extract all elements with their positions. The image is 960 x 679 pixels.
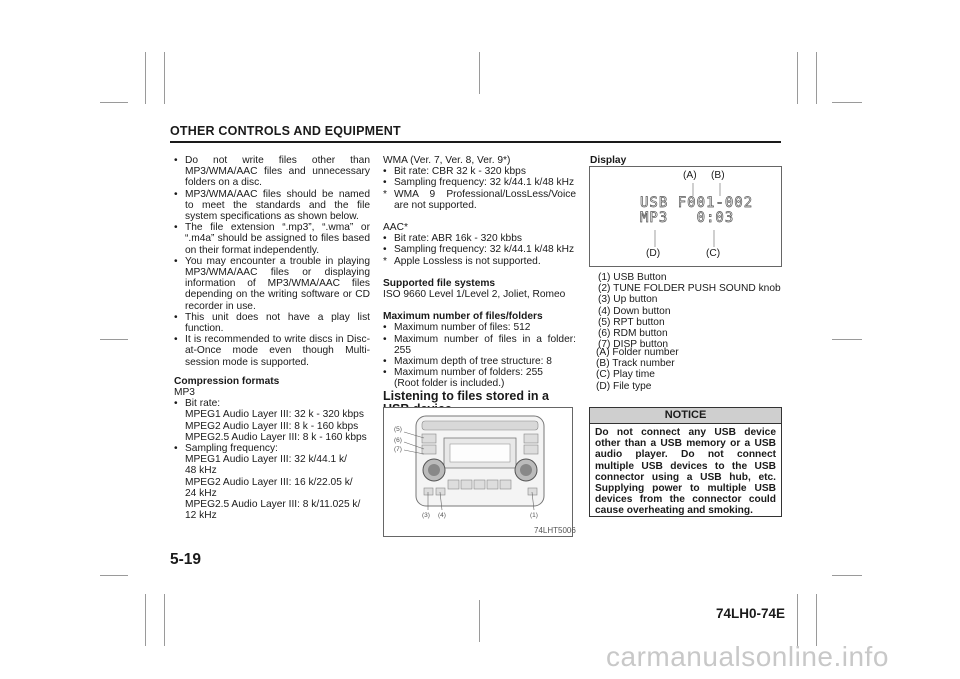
section-header: OTHER CONTROLS AND EQUIPMENT [170, 124, 401, 138]
header-rule [170, 141, 781, 143]
crop-mark [145, 594, 146, 646]
notice-text: Do not connect any USB device other than a USB memory or a USB audio player. Do not connect multiple USB devices to the USB connector using a USB hub, etc. Supplying power to multiple USB devices from the connector could cause overheating and smoking. [595, 427, 776, 517]
audio-unit-drawing [384, 408, 572, 536]
model-code: 74LH0-74E [716, 606, 786, 621]
supported-heading: Supported file systems [383, 277, 496, 289]
figure-label: (6) [394, 437, 402, 444]
list-item: • Sampling frequency: [174, 443, 278, 455]
list-item: • Maximum depth of tree structure: 8 [383, 356, 552, 368]
supported-text: ISO 9660 Level 1/Level 2, Joliet, Romeo [383, 289, 566, 301]
list-item: • Sampling frequency: 32 k/44.1 k/48 kHz [383, 177, 575, 189]
legend-item: (2) TUNE FOLDER PUSH SOUND knob [598, 283, 781, 295]
figure-label: (1) [530, 512, 538, 519]
notice-box [589, 407, 782, 517]
figure-label: (3) [422, 512, 430, 519]
spec-line: 12 kHz [185, 510, 217, 522]
notice-title: NOTICE [590, 408, 781, 424]
aac-title: AAC* [383, 222, 408, 234]
spec-line: 24 kHz [185, 487, 217, 499]
lcd-label-b: (B) [711, 170, 725, 181]
wma-title: WMA (Ver. 7, Ver. 8, Ver. 9*) [383, 155, 511, 166]
spec-line: 48 kHz [185, 465, 217, 477]
compression-heading: Compression formats [174, 375, 280, 387]
list-item: • Bit rate: ABR 16k - 320 kbbs [383, 233, 522, 245]
footnote: * WMA 9 Professional/LossLess/Voice are not supported. [383, 188, 576, 211]
middle-column [383, 155, 576, 416]
crop-mark [797, 594, 798, 646]
list-item: • Sampling frequency: 32 k/44.1 k/48 kHz [383, 244, 575, 256]
footnote: * Apple Lossless is not supported. [383, 255, 541, 267]
lcd-label-a: (A) [683, 170, 697, 181]
crop-mark [832, 339, 862, 340]
mp3-label: MP3 [174, 387, 195, 399]
audio-unit-figure [383, 407, 573, 537]
list-item: • Bit rate: CBR 32 k - 320 kbps [383, 166, 526, 178]
figure-label: (5) [394, 426, 402, 433]
crop-mark [100, 339, 128, 340]
legend-item: (1) USB Button [598, 272, 667, 283]
list-item: • MP3/WMA/AAC files should be named to meet the standards and the file system specifications as shown below. [174, 188, 370, 223]
spec-line: MPEG1 Audio Layer III: 32 k - 320 kbps [185, 409, 364, 421]
list-item: • Do not write files other than MP3/WMA/AAC files and unnecessary folders on a disc. [174, 155, 370, 189]
lcd-label-c: (C) [706, 248, 721, 259]
crop-mark [816, 594, 817, 646]
list-item: • Maximum number of files: 512 [383, 322, 531, 334]
spec-line: MPEG2 Audio Layer III: 16 k/22.05 k/ [185, 476, 353, 488]
crop-mark [797, 52, 798, 104]
spec-line: MPEG2.5 Audio Layer III: 8 k - 160 kbps [185, 431, 367, 443]
lcd-display-figure [589, 166, 782, 267]
figure-code: 74LHT5006 [534, 526, 576, 535]
spec-line: (Root folder is included.) [394, 378, 505, 390]
watermark: carmanualsonline.info [606, 641, 889, 672]
crop-mark [145, 52, 146, 104]
button-legend [598, 272, 788, 350]
spec-line: MPEG1 Audio Layer III: 32 k/44.1 k/ [185, 454, 347, 466]
crop-mark [100, 102, 128, 103]
display-heading: Display [590, 155, 627, 166]
lcd-line-1: USB F001-002 [640, 195, 754, 211]
legend-item: (B) Track number [596, 358, 675, 370]
list-item: • Bit rate: [174, 398, 221, 410]
legend-item: (5) RPT button [598, 316, 665, 328]
figure-label: (7) [394, 446, 402, 453]
legend-item: (D) File type [596, 380, 652, 392]
list-item: • This unit does not have a play list function. [174, 311, 370, 335]
crop-mark [479, 600, 480, 642]
lcd-line-2: MP3 0:03 [640, 210, 735, 226]
usb-heading: Listening to files stored in a [383, 388, 549, 403]
spec-line: MPEG2.5 Audio Layer III: 8 k/11.025 k/ [185, 499, 361, 511]
list-item: • Maximum number of files in a folder: 255 [383, 333, 576, 356]
crop-mark [479, 52, 480, 94]
crop-mark [164, 594, 165, 646]
crop-mark [816, 52, 817, 104]
crop-mark [100, 575, 128, 576]
page-number: 5-19 [170, 551, 202, 568]
spec-line: MPEG2 Audio Layer III: 8 k - 160 kbps [185, 420, 359, 432]
max-heading: Maximum number of files/folders [383, 311, 543, 323]
crop-mark [164, 52, 165, 104]
crop-mark [832, 575, 862, 576]
display-legend [596, 347, 786, 392]
legend-item: (6) RDM button [598, 328, 668, 340]
legend-item: (4) Down button [598, 305, 671, 317]
crop-mark [832, 102, 862, 103]
list-item: • Maximum number of folders: 255 [383, 367, 543, 379]
legend-item: (3) Up button [598, 294, 658, 306]
legend-item: (7) DISP button [598, 339, 669, 351]
lcd-label-d: (D) [646, 248, 661, 259]
list-item: • The file extension “.mp3”, “.wma” or “.m4a” should be assigned to files based on their format independently. [174, 222, 370, 256]
list-item: • It is recommended to write discs in Disc-at-Once mode even though Multi-session mode is supported. [174, 334, 370, 368]
legend-item: (C) Play time [596, 369, 655, 381]
legend-item: (A) Folder number [596, 347, 679, 358]
list-item: • You may encounter a trouble in playing MP3/WMA/AAC files or displaying information of MP3/WMA/AAC files depending on the writing software or CD recorder in use. [174, 255, 370, 312]
display-heading-wrap [590, 155, 785, 166]
left-column [174, 155, 370, 522]
figure-label: (4) [438, 512, 446, 519]
